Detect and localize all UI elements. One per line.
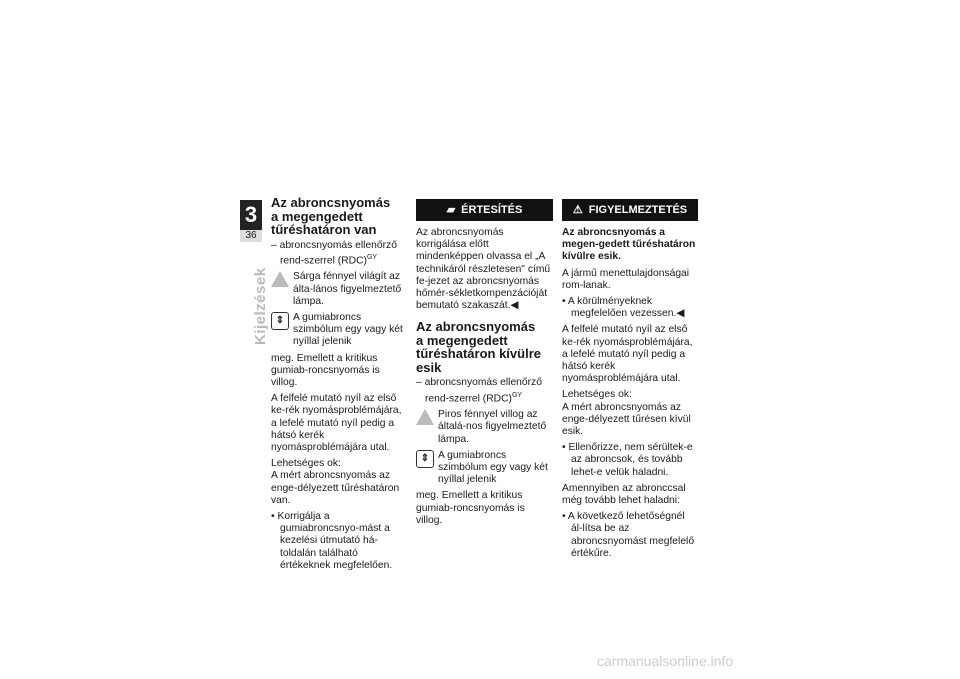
paragraph: Az abroncsnyomás a megen-gedett tűréshatáron kívülre esik. <box>562 227 696 263</box>
paragraph: Az abroncsnyomás korrigálása előtt mindenképpen olvassa el „A technikáról részletesen" című fe-jezet az abroncsnyomás hőmér-sékletkompenzációját bemutató szakaszát.◀ <box>416 227 551 312</box>
warning-triangle-icon <box>271 271 289 287</box>
paragraph: Lehetséges ok: <box>562 389 632 401</box>
tyre-row: ⇕ A gumiabroncs szimbólum egy vagy két nyíllal jelenik <box>416 450 553 487</box>
paragraph: A jármű menettulajdonságai rom-lanak. <box>562 267 690 291</box>
paragraph: A felfelé mutató nyíl az első ke-rék nyomásproblémájára, a lefelé mutató nyíl pedig a hátsó kerék nyomásproblémájára utal. <box>271 393 402 453</box>
warning-row: Sárga fénnyel világít az álta-lános figyelmeztető lámpa. <box>271 271 404 308</box>
tyre-pressure-icon: ⇕ <box>416 450 434 468</box>
chapter-tab: 3 <box>240 200 262 230</box>
column-1 <box>271 196 404 576</box>
watermark: carmanualsonline.info <box>597 653 734 669</box>
tyre-row: ⇕ A gumiabroncs szimbólum egy vagy két nyíllal jelenik <box>271 312 404 349</box>
paragraph: Lehetséges ok: <box>271 458 341 470</box>
column-2 <box>416 199 553 531</box>
paragraph: A mért abroncsnyomás az enge-délyezett tűréshatáron van. <box>271 470 400 506</box>
warning-banner: ⚠ FIGYELMEZTETÉS <box>562 199 698 221</box>
bullet-item: • A következő lehetőségnél ál-lítsa be az abroncsnyomást megfelelő értékűre. <box>562 511 695 559</box>
warning-icon: ⚠ <box>572 203 583 216</box>
notice-banner: ▰ ÉRTESÍTÉS <box>416 199 553 221</box>
rdc-note: – abroncsnyomás ellenőrző rend-szerrel (RDC)$^{GY}$ <box>271 239 397 267</box>
paragraph: meg. Emellett a kritikus gumiab-roncsnyomás is villog. <box>416 490 525 526</box>
paragraph: meg. Emellett a kritikus gumiab-roncsnyomás is villog. <box>271 352 380 388</box>
paragraph: A felfelé mutató nyíl az első ke-rék nyomásproblémájára, a lefelé mutató nyíl pedig a hátsó kerék nyomásproblémájára utal. <box>562 324 693 385</box>
heading-2: Az abroncsnyomás a megengedett tűréshatáron kívülre esik <box>416 319 541 375</box>
column-3 <box>562 199 698 564</box>
bullet-item: • Ellenőrizze, nem sérültek-e az abroncsok, és tovább lehet-e velük haladni. <box>562 442 693 478</box>
paragraph: A mért abroncsnyomás az enge-délyezett tűrésen kívül esik. <box>562 401 691 438</box>
notice-icon: ▰ <box>446 203 456 216</box>
heading-1: Az abroncsnyomás a megengedett tűréshatáron van <box>271 195 391 237</box>
bullet-item: • Korrigálja a gumiabroncsnyo-mást a kezelési útmutató há-toldalán található értékeknek megfelelően. <box>271 510 393 571</box>
side-label: Kijelzések <box>252 267 269 345</box>
warning-row: Piros fénnyel villog az általá-nos figyelmeztető lámpa. <box>416 409 553 446</box>
tyre-pressure-icon: ⇕ <box>271 312 289 330</box>
rdc-note: – abroncsnyomás ellenőrző rend-szerrel (RDC)$^{GY}$ <box>416 377 542 405</box>
paragraph: Amennyiben az abronccsal még tovább lehet haladni: <box>562 482 686 507</box>
warning-triangle-icon <box>416 409 434 425</box>
bullet-item: • A körülményeknek megfelelően vezessen.◀ <box>562 296 685 320</box>
page-number: 36 <box>240 230 262 242</box>
